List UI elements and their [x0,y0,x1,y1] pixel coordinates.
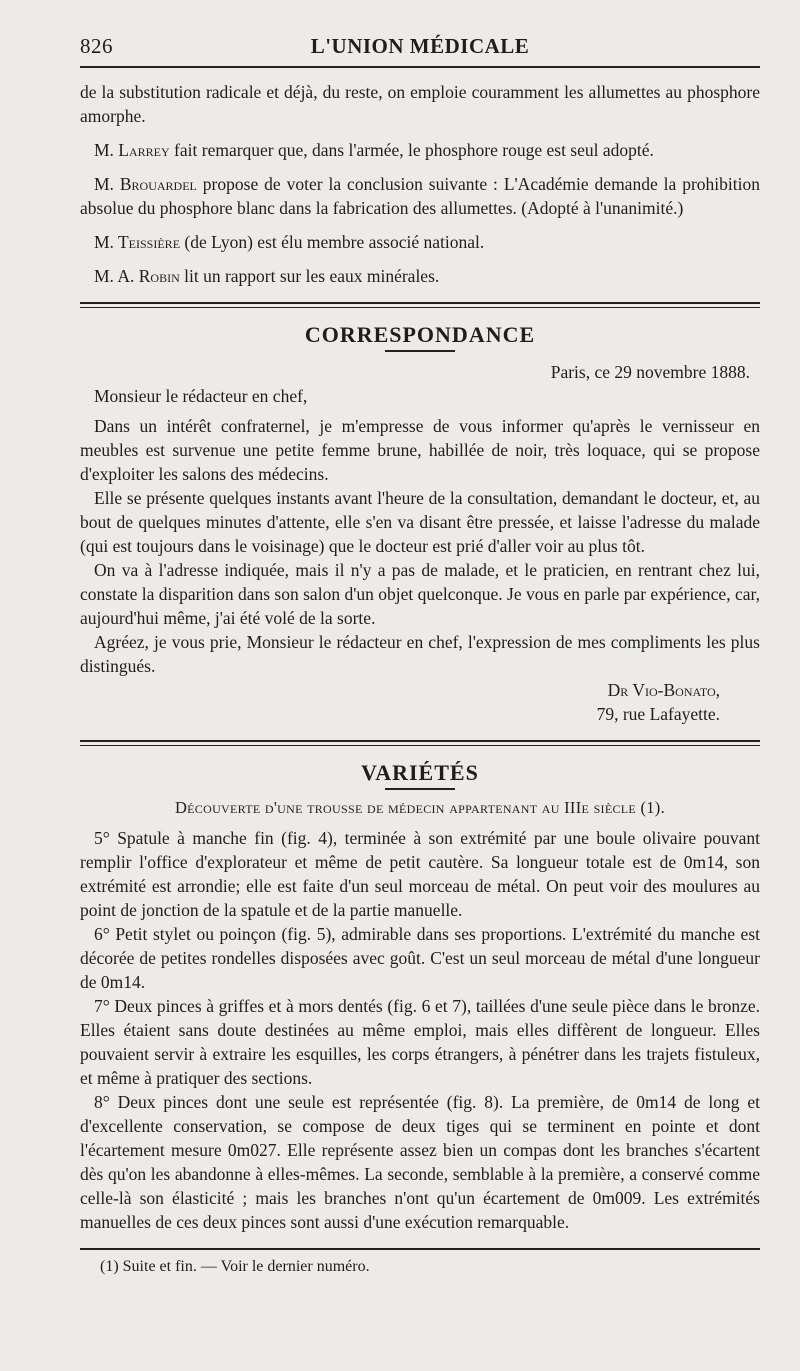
article-paragraph: 5° Spatule à manche fin (fig. 4), terminée à son extrémité par une boule olivaire pouvant remplir l'office d'explorateur et même de petit cautère. Sa longueur totale est de 0m14, son extrémité est arrondie; elle est faite d'un seul morceau de métal. On peut voir des moulures au point de jonction de la spatule et de la partie manuelle. [80,828,760,920]
academy-paragraph [80,264,760,288]
academy-paragraph [80,230,760,254]
academy-paragraph: de la substitution radicale et déjà, du reste, on emploie couramment les allumettes au phosphore amorphe. [80,82,760,126]
academy-paragraph [80,172,760,220]
header-rule [80,66,760,68]
journal-title: L'UNION MÉDICALE [310,34,530,58]
letter-date: Paris, ce 29 novembre 1888. [550,362,750,382]
section-divider [80,740,760,746]
footnote: (1) Suite et fin. — Voir le dernier numéro. [100,1258,370,1275]
speaker-text: lit un rapport sur les eaux minérales. [179,266,440,286]
section-title: VARIÉTÉS [361,760,479,785]
varietes-section [80,760,760,1234]
page-header [80,30,760,64]
academy-proceedings [80,80,760,288]
speaker-text: (de Lyon) est élu membre associé national. [180,232,485,252]
page-number: 826 [80,34,113,58]
title-underline [385,350,455,352]
signature-name: Dr Vio-Bonato, [607,680,720,700]
title-underline [385,788,455,790]
speaker-text: propose de voter la conclusion suivante : L'Académie demande la prohibition absolue du phosphore blanc dans la fabrication des allumettes. (Adopté à l'unanimité.) [80,174,760,218]
footnote-rule [80,1248,760,1250]
article-subtitle: Découverte d'une trousse de médecin appartenant au IIIe siècle (1). [174,798,666,817]
speaker-name: M. Larrey [94,140,170,160]
letter-paragraph: Dans un intérêt confraternel, je m'empresse de vous informer qu'après le vernisseur en meubles est survenue une petite femme brune, habillée de noir, très loquace, qui se propose d'exploiter les salons des médecins. [80,416,760,484]
letter-paragraph: On va à l'adresse indiquée, mais il n'y a pas de malade, et le praticien, en rentrant chez lui, constate la disparition dans son salon d'un objet quelconque. Je vous en parle par expérience, car, aujourd'hui même, j'ai été volé de la sorte. [80,560,760,628]
letter-salutation: Monsieur le rédacteur en chef, [94,386,308,406]
signature-address: 79, rue Lafayette. [596,704,720,724]
article-paragraph: 7° Deux pinces à griffes et à mors dentés (fig. 6 et 7), taillées d'une seule pièce dans le bronze. Elles étaient sans doute destinées au même emploi, mais elles diffèrent de longueur. Elles pouvaient servir à extraire les esquilles, les corps étrangers, à pénétrer dans les trajets fistuleux, et même à pratiquer des sections. [80,996,760,1088]
academy-paragraph [80,138,760,162]
letter-paragraph: Agréez, je vous prie, Monsieur le rédacteur en chef, l'expression de mes compliments les plus distingués. [80,632,760,676]
section-divider [80,302,760,308]
speaker-text: fait remarquer que, dans l'armée, le phosphore rouge est seul adopté. [169,140,654,160]
article-paragraph: 6° Petit stylet ou poinçon (fig. 5), admirable dans ses proportions. L'extrémité du manche est décorée de petites rondelles disposées avec goût. C'est un seul morceau de métal d'une longueur de 0m14. [80,924,760,992]
correspondance-section [80,322,760,726]
article-paragraph: 8° Deux pinces dont une seule est représentée (fig. 8). La première, de 0m14 de long et d'excellente conservation, se compose de deux tiges qui se terminent en pointe et dont l'écartement mesure 0m027. Elle représente assez bien un compas dont les branches s'écartent dès qu'on les abandonne à elles-mêmes. La seconde, semblable à la première, a conservé comme celle-là son élasticité ; mais les branches n'ont qu'un écartement de 0m009. Les extrémités manuelles de ces deux pinces sont aussi d'une exécution remarquable. [80,1092,760,1232]
letter-paragraph: Elle se présente quelques instants avant l'heure de la consultation, demandant le docteur, et, au bout de quelques minutes d'attente, elle s'en va disant être pressée, et laisse l'adresse du malade (qui est toujours dans le voisinage) que le docteur est prié d'aller voir au plus tôt. [80,488,760,556]
speaker-name: M. Brouardel [94,174,197,194]
section-title: CORRESPONDANCE [304,322,536,347]
speaker-name: M. A. Robin [94,266,180,286]
speaker-name: M. Teissière [94,232,181,252]
